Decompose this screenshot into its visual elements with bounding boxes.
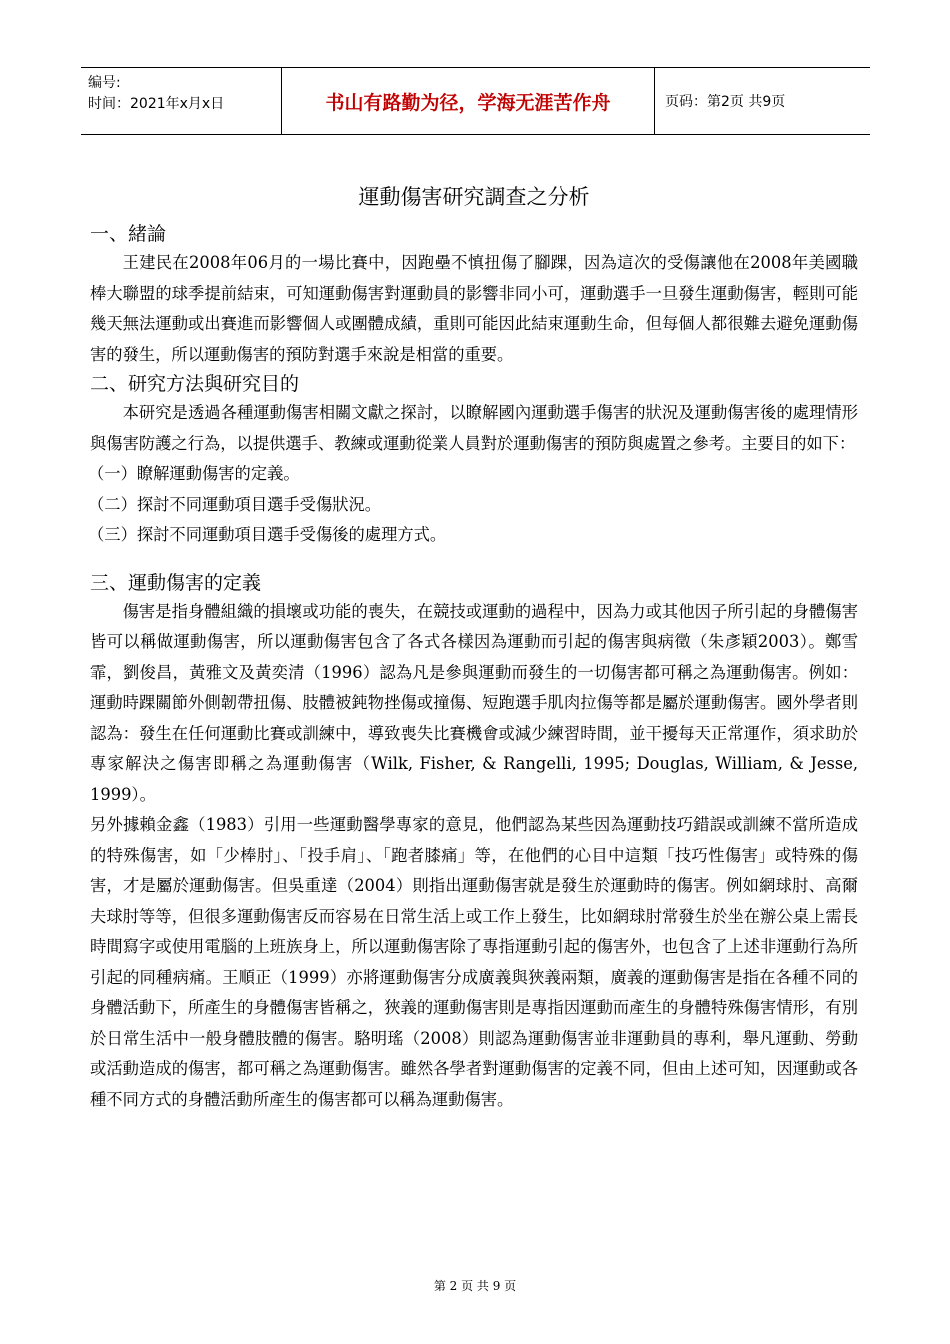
header-page-info: 页码：第2页 共9页 (665, 94, 786, 110)
section-heading-methods: 二、研究方法與研究目的 (90, 373, 300, 395)
document-number-label: 编号: (88, 75, 121, 91)
page-header (81, 67, 870, 135)
document-body (90, 182, 858, 1115)
page-footer: 第 2 页 共 9 页 (433, 1279, 517, 1293)
definition-paragraph-2: 另外據賴金鑫（1983）引用一些運動醫學專家的意見，他們認為某些因為運動技巧錯誤或訓練不當所造成的特殊傷害，如「少棒肘」、「投手肩」、「跑者膝痛」等，在他們的心目中這類「技巧性傷害」或特殊的傷害，才是屬於運動傷害。但吳重達（2004）則指出運動傷害就是發生於運動時的傷害。例如網球肘、高爾夫球肘等等，但很多運動傷害反而容易在日常生活上或工作上發生，比如網球肘常發生於坐在辦公桌上需長時間寫字或使用電腦的上班族身上，所以運動傷害除了專指運動引起的傷害外，也包含了上述非運動行為所引起的同種病痛。王順正（1999）亦將運動傷害分成廣義與狹義兩類，廣義的運動傷害是指在各種不同的身體活動下，所產生的身體傷害皆稱之，狹義的運動傷害則是專指因運動而產生的身體特殊傷害情形，有別於日常生活中一般身體肢體的傷害。駱明瑤（2008）則認為運動傷害並非運動員的專利，舉凡運動、勞動或活動造成的傷害，都可稱之為運動傷害。雖然各學者對運動傷害的定義不同，但由上述可知，因運動或各種不同方式的身體活動所產生的傷害都可以稱為運動傷害。 (90, 815, 858, 1109)
definition-paragraph-1: 傷害是指身體組織的損壞或功能的喪失，在競技或運動的過程中，因為力或其他因子所引起的身體傷害皆可以稱做運動傷害，所以運動傷害包含了各式各樣因為運動而引起的傷害與病徵（朱彥穎2003）。鄭雪霏，劉俊昌，黃雅文及黃奕清（1996）認為凡是參與運動而發生的一切傷害都可稱之為運動傷害。例如：運動時踝關節外側韌帶扭傷、肢體被鈍物挫傷或撞傷、短跑選手肌肉拉傷等都是屬於運動傷害。國外學者則認為：發生在任何運動比賽或訓練中，導致喪失比賽機會或減少練習時間，並干擾每天正常運作，須求助於專家解決之傷害即稱之為運動傷害（Wilk, Fisher, & Rangelli, 1995; Douglas, William, & Jesse, 1999）。 (90, 601, 858, 804)
header-motto: 书山有路勤为径，学海无涯苦作舟 (282, 68, 655, 134)
section-heading-introduction: 一、緒論 (90, 223, 167, 245)
section-heading-definition: 三、運動傷害的定義 (90, 571, 262, 594)
objective-item-1: （一）瞭解運動傷害的定義。 (88, 464, 300, 483)
header-meta (81, 68, 282, 134)
document-title: 運動傷害研究調查之分析 (358, 185, 590, 209)
objective-item-3: （三）探討不同運動項目選手受傷後的處理方式。 (88, 525, 447, 544)
document-date: 时间：2021年x月x日 (88, 96, 225, 112)
introduction-paragraph: 王建民在2008年06月的一場比賽中，因跑壘不慎扭傷了腳踝，因為這次的受傷讓他在2008年美國職棒大聯盟的球季提前結束，可知運動傷害對運動員的影響非同小可，運動選手一旦發生運動傷害，輕則可能幾天無法運動或出賽進而影響個人或團體成績，重則可能因此結束運動生命，但每個人都很難去避免運動傷害的發生，所以運動傷害的預防對選手來說是相當的重要。 (90, 253, 858, 364)
methods-paragraph: 本研究是透過各種運動傷害相關文獻之探討，以瞭解國內運動選手傷害的狀況及運動傷害後的處理情形與傷害防護之行為，以提供選手、教練或運動從業人員對於運動傷害的預防與處置之參考。主要目的如下： (90, 403, 858, 453)
objective-item-2: （二）探討不同運動項目選手受傷狀況。 (88, 494, 382, 514)
